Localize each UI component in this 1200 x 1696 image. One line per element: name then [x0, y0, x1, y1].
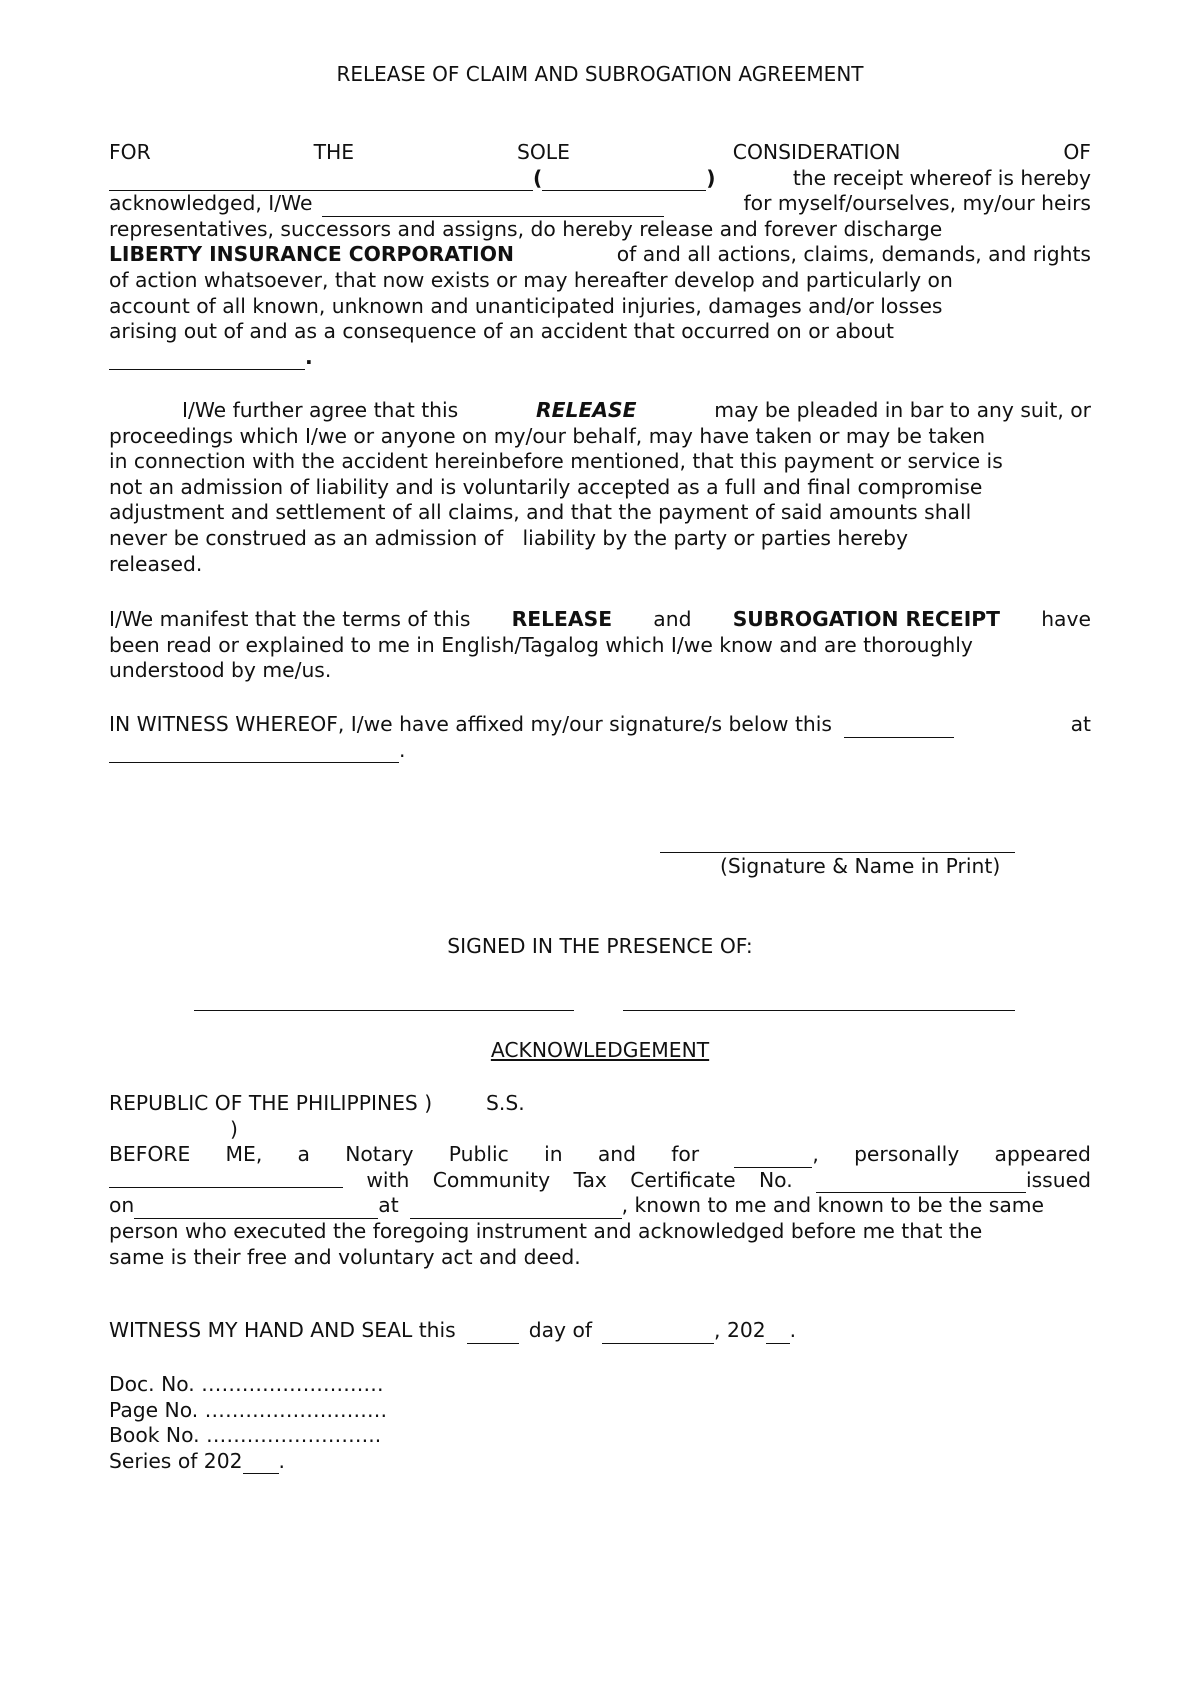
word: personally: [854, 1142, 960, 1167]
venue-paren-line: [109, 1117, 1091, 1143]
page-no: Page No. ………………………: [109, 1397, 388, 1422]
word: Community: [432, 1167, 551, 1192]
text-line: [109, 449, 1091, 475]
text-line: [109, 658, 1091, 684]
line-text: not an admission of liability and is voluntarily accepted as a full and final compromise: [109, 474, 983, 499]
accident-date-line: [109, 345, 1091, 371]
before-me-line: [109, 1142, 1091, 1168]
witness-paragraph: [109, 712, 1091, 763]
period: .: [278, 1448, 285, 1473]
word: SOLE: [516, 140, 570, 164]
venue-line: [109, 1091, 1091, 1117]
receipt-word: SUBROGATION RECEIPT: [732, 607, 1000, 631]
book-no: Book No. ……………………..: [109, 1423, 382, 1448]
manifest-pre: I/We manifest that the terms of this: [109, 607, 471, 631]
line-text: account of all known, unknown and unanticipated injuries, damages and/or losses: [109, 293, 943, 318]
witness-first-line: [109, 712, 1091, 738]
at-word: at: [1070, 712, 1091, 736]
issued-word: issued: [1025, 1167, 1091, 1192]
ctc-number-blank[interactable]: [816, 1173, 1026, 1193]
consideration-line: [109, 140, 1091, 166]
witness-signature-line-1[interactable]: [194, 1010, 574, 1011]
word: in: [544, 1142, 563, 1167]
text-line: [109, 424, 1091, 450]
word: Certificate: [630, 1167, 736, 1192]
appearer-name-blank[interactable]: [109, 1168, 343, 1188]
notary-section: [109, 1091, 1091, 1270]
receipt-text: the receipt whereof is hereby: [792, 165, 1091, 190]
agree-post: may be pleaded in bar to any suit, or: [714, 398, 1091, 422]
doc-no: Doc. No. ………………………: [109, 1372, 384, 1396]
word: a: [297, 1142, 310, 1167]
agree-pre: I/We further agree that this: [182, 398, 459, 422]
word: FOR: [109, 140, 151, 164]
seal-day-blank[interactable]: [467, 1324, 519, 1344]
witness-place-blank[interactable]: [109, 743, 399, 763]
signature-caption: (Signature & Name in Print): [720, 854, 1001, 878]
year-text: , 202: [714, 1318, 766, 1342]
acknowledged-line: [109, 191, 1091, 217]
known-text: , known to me and known to be the same: [621, 1193, 1044, 1218]
text-line: [109, 1245, 1091, 1271]
text-line: [109, 217, 1091, 243]
acknowledgement-heading: ACKNOWLEDGEMENT: [490, 1038, 710, 1062]
line-text: in connection with the accident hereinbefore mentioned, that this payment or service is: [109, 449, 1003, 474]
republic-text: REPUBLIC OF THE PHILIPPINES ): [109, 1091, 433, 1115]
agree-first-line: [109, 398, 1091, 424]
word: and: [597, 1142, 636, 1167]
line-text: been read or explained to me in English/Tagalog which I/we know and are thoroughly: [109, 632, 973, 657]
word: appeared: [994, 1142, 1091, 1167]
notary-place-blank[interactable]: [734, 1148, 812, 1168]
text-line: [109, 294, 1091, 320]
day-of-text: day of: [528, 1318, 593, 1342]
company-line: [109, 242, 1091, 268]
issue-place-blank[interactable]: [410, 1199, 622, 1219]
line-text: adjustment and settlement of all claims, and that the payment of said amounts shall: [109, 500, 972, 525]
have-word: have: [1041, 607, 1091, 631]
series-year-blank[interactable]: [243, 1454, 279, 1474]
presence-label: SIGNED IN THE PRESENCE OF:: [447, 934, 753, 958]
line-text: of and all actions, claims, demands, and rights: [616, 242, 1091, 267]
witness-place-line: [109, 738, 1091, 764]
word: No.: [758, 1167, 793, 1192]
word: OF: [1063, 140, 1091, 164]
line-text: released.: [109, 551, 203, 576]
series-line: [109, 1449, 1091, 1475]
word: for: [671, 1142, 700, 1167]
line-text: understood by me/us.: [109, 658, 332, 683]
company-name: LIBERTY INSURANCE CORPORATION: [109, 242, 514, 267]
word: THE: [313, 140, 355, 164]
manifest-first-line: [109, 607, 1091, 633]
at-word: at: [378, 1193, 399, 1218]
notarial-register: [109, 1372, 1091, 1474]
word: BEFORE: [109, 1142, 191, 1167]
issue-date-blank[interactable]: [134, 1199, 378, 1219]
accident-date-blank[interactable]: [109, 350, 305, 370]
text-line: [109, 552, 1091, 578]
text-line: [109, 1219, 1091, 1245]
amount-figures-blank[interactable]: [542, 171, 706, 191]
period: .: [305, 344, 313, 369]
word: Public: [448, 1142, 509, 1167]
line-text: of action whatsoever, that now exists or may hereafter develop and particularly on: [109, 267, 953, 292]
comma: ,: [812, 1142, 819, 1167]
text-line: [109, 526, 1091, 552]
signature-line[interactable]: [660, 852, 1015, 853]
line-text: same is their free and voluntary act and deed.: [109, 1244, 581, 1269]
release-paragraph: [109, 140, 1091, 370]
text-line: [109, 475, 1091, 501]
text-line: [109, 268, 1091, 294]
word: CONSIDERATION: [732, 140, 901, 164]
witness-signature-line-2[interactable]: [623, 1010, 1015, 1011]
period: .: [789, 1318, 797, 1342]
word: with: [366, 1167, 410, 1192]
paren-close: ): [706, 165, 716, 190]
release-word: RELEASE: [536, 398, 637, 422]
paren-open: (: [533, 165, 543, 190]
word: Tax: [573, 1167, 607, 1192]
on-word: on: [109, 1193, 135, 1218]
text-line: [109, 633, 1091, 659]
amount-words-blank[interactable]: [109, 171, 533, 191]
line-text: never be construed as an admission of liability by the party or parties hereby: [109, 525, 909, 550]
line-text: proceedings which I/we or anyone on my/our behalf, may have taken or may be taken: [109, 423, 986, 448]
witness-date-blank[interactable]: [844, 718, 954, 738]
paren-text: ): [230, 1116, 238, 1141]
seal-month-blank[interactable]: [602, 1324, 714, 1344]
word: ME,: [225, 1142, 263, 1167]
word: Notary: [345, 1142, 414, 1167]
ctc-line: [109, 1168, 1091, 1194]
series-text: Series of 202: [109, 1448, 243, 1473]
period: .: [399, 737, 406, 762]
claimant-name-blank[interactable]: [322, 197, 664, 217]
line-text: representatives, successors and assigns, do hereby release and forever discharge: [109, 216, 943, 241]
agree-paragraph: [109, 398, 1091, 577]
amount-line: [109, 166, 1091, 192]
release-word: RELEASE: [511, 607, 613, 631]
document-title: RELEASE OF CLAIM AND SUBROGATION AGREEMENT: [336, 62, 864, 86]
manifest-paragraph: [109, 607, 1091, 684]
ss-text: S.S.: [486, 1091, 525, 1115]
seal-text: WITNESS MY HAND AND SEAL this: [109, 1318, 456, 1342]
acknowledged-text: acknowledged, I/We: [109, 191, 313, 216]
line-text: person who executed the foregoing instrument and acknowledged before me that the: [109, 1218, 983, 1243]
witness-text: IN WITNESS WHEREOF, I/we have affixed my/our signature/s below this: [109, 712, 832, 736]
line-text: arising out of and as a consequence of an accident that occurred on or about: [109, 319, 894, 344]
seal-line: [109, 1318, 1091, 1344]
text-line: [109, 500, 1091, 526]
issued-on-line: [109, 1193, 1091, 1219]
for-myself-text: for myself/ourselves, my/our heirs: [743, 191, 1091, 216]
and-word: and: [653, 607, 692, 631]
seal-year-blank[interactable]: [766, 1324, 790, 1344]
text-line: [109, 319, 1091, 345]
